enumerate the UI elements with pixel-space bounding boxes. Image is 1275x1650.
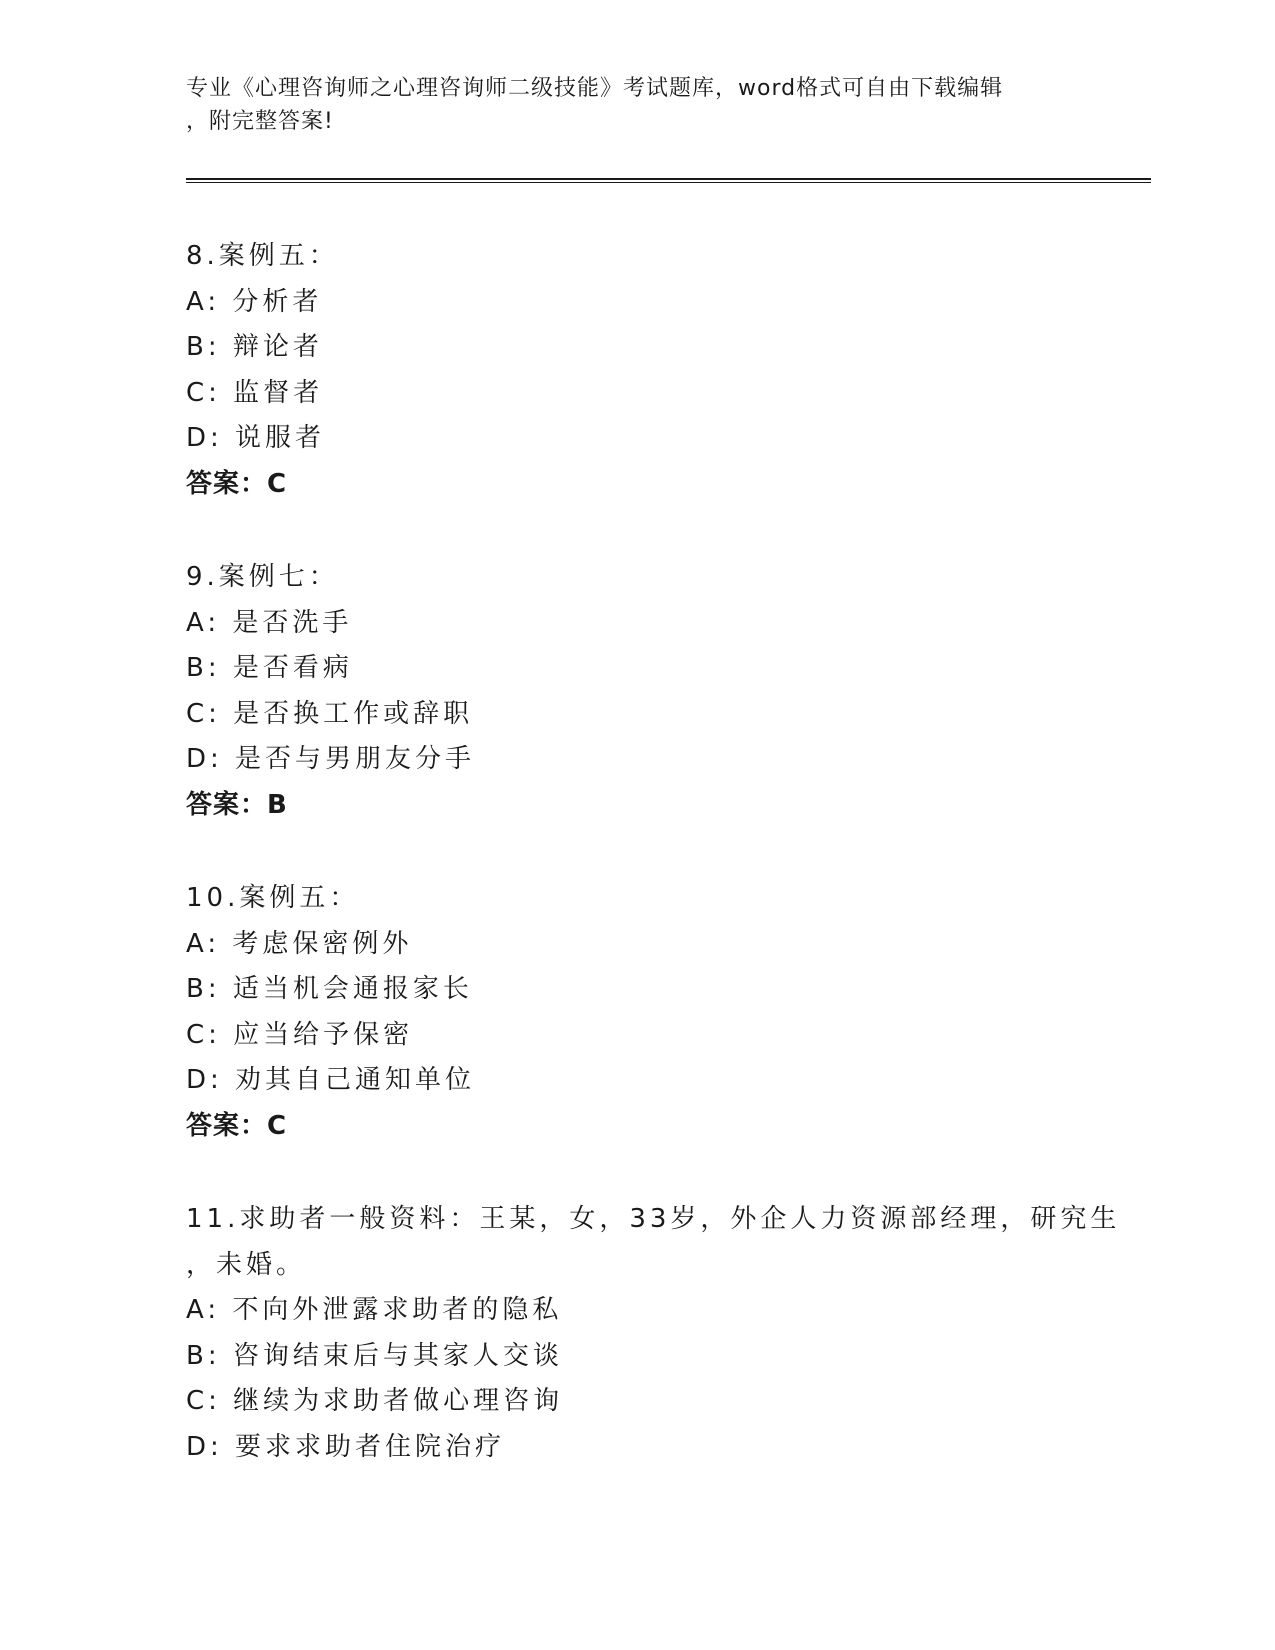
question-title-line: ，未婚。 — [186, 1249, 307, 1280]
option-c: C: 监督者 — [186, 377, 324, 408]
option-a: A: 考虑保密例外 — [186, 928, 413, 959]
option-d: D: 说服者 — [186, 423, 326, 453]
option-c: C: 继续为求助者做心理咨询 — [186, 1386, 564, 1416]
option-b: B: 是否看病 — [186, 653, 353, 683]
question-list — [186, 234, 1151, 1518]
header-line-1: 专业《心理咨询师之心理咨询师二级技能》考试题库，word格式可自由下载编辑 — [186, 76, 1004, 101]
question-9 — [186, 555, 1151, 828]
question-title — [186, 555, 1151, 601]
option-c: C: 应当给予保密 — [186, 1019, 414, 1050]
question-title — [186, 234, 1151, 280]
question-title — [186, 1197, 1151, 1288]
question-11 — [186, 1197, 1151, 1470]
question-8 — [186, 234, 1151, 507]
option-b: B: 咨询结束后与其家人交谈 — [186, 1340, 563, 1371]
option-b: B: 辩论者 — [186, 332, 323, 362]
question-title-line: 10.案例五： — [186, 883, 360, 913]
answer-text: 答案：C — [186, 1110, 288, 1141]
question-title-line: 9.案例七： — [186, 562, 339, 592]
option-d: D: 劝其自己通知单位 — [186, 1065, 476, 1095]
answer-text: 答案：B — [186, 789, 288, 820]
question-title-line: 8.案例五： — [186, 241, 339, 271]
option-a: A: 分析者 — [186, 286, 323, 317]
header-divider — [186, 178, 1151, 183]
question-10 — [186, 876, 1151, 1149]
option-c: C: 是否换工作或辞职 — [186, 698, 474, 729]
option-a: A: 是否洗手 — [186, 607, 353, 638]
option-b: B: 适当机会通报家长 — [186, 974, 473, 1004]
option-d: D: 是否与男朋友分手 — [186, 744, 476, 774]
question-title — [186, 876, 1151, 922]
question-title-line: 11.求助者一般资料：王某，女，33岁，外企人力资源部经理，研究生 — [186, 1204, 1121, 1234]
header-line-2: ，附完整答案! — [186, 109, 334, 134]
document-header — [186, 72, 1086, 138]
answer-text: 答案：C — [186, 468, 288, 499]
option-d: D: 要求求助者住院治疗 — [186, 1431, 506, 1462]
option-a: A: 不向外泄露求助者的隐私 — [186, 1295, 563, 1325]
